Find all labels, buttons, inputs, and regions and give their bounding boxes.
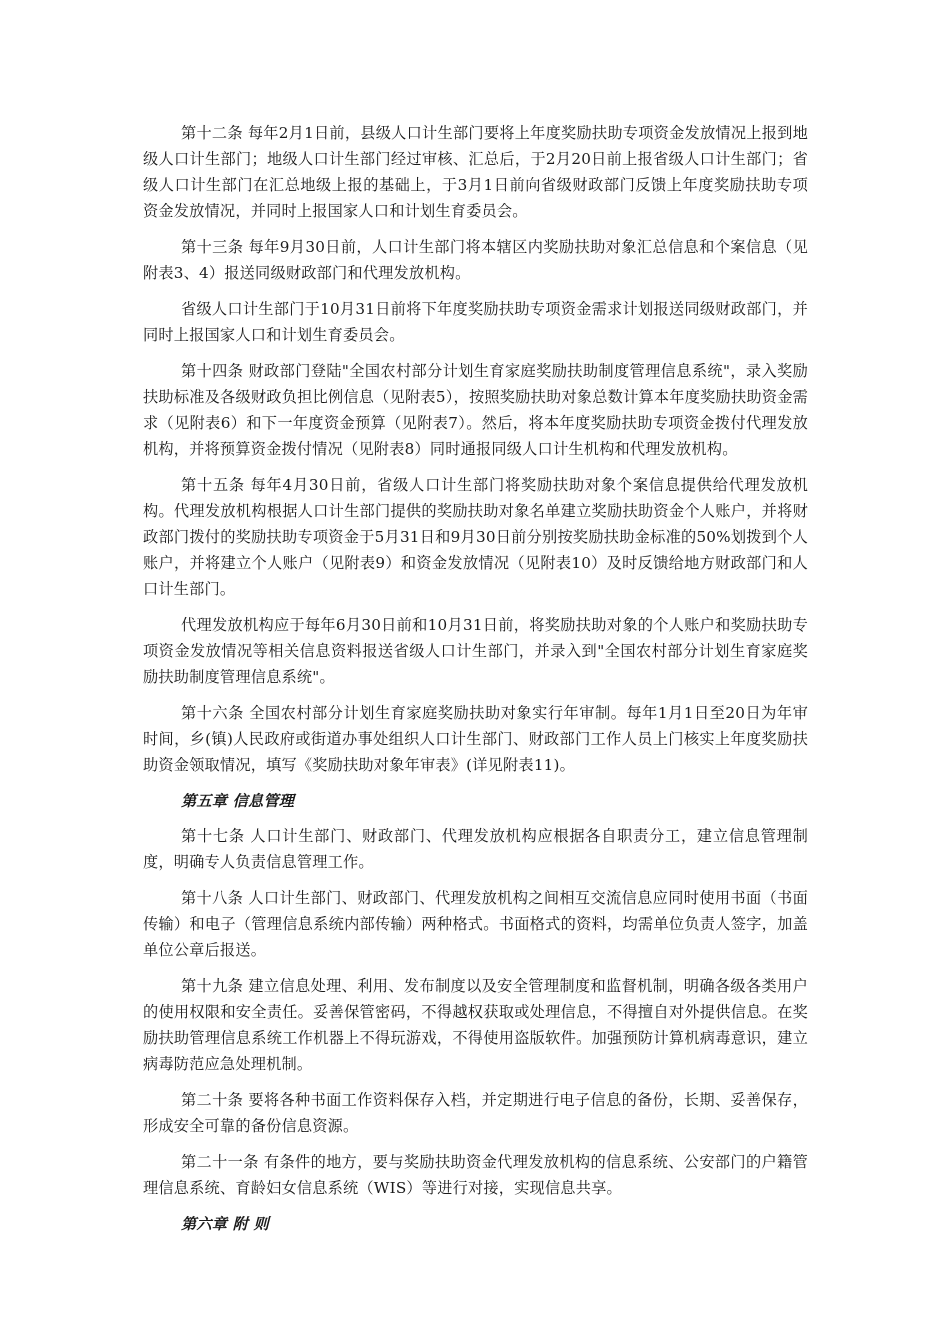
article-15-continuation-paragraph: 代理发放机构应于每年6月30日前和10月31日前，将奖励扶助对象的个人账户和奖励扶助专项资金发放情况等相关信息资料报送省级人口计生部门，并录入到"全国农村部分计划生育家庭奖励扶助制度管理信息系统"。 — [143, 616, 808, 686]
article-14-paragraph: 第十四条 财政部门登陆"全国农村部分计划生育家庭奖励扶助制度管理信息系统"，录入奖励扶助标准及各级财政负担比例信息（见附表5），按照奖励扶助对象总数计算本年度奖励扶助资金需求（见附表6）和下一年度资金预算（见附表7）。然后，将本年度奖励扶助专项资金拨付代理发放机构，并将预算资金拨付情况（见附表8）同时通报同级人口计生机构和代理发放机构。 — [143, 362, 808, 458]
chapter-5-heading: 第五章 信息管理 — [181, 792, 295, 810]
article-13-continuation-paragraph: 省级人口计生部门于10月31日前将下年度奖励扶助专项资金需求计划报送同级财政部门，并同时上报国家人口和计划生育委员会。 — [143, 300, 808, 344]
chapter-6-heading: 第六章 附 则 — [181, 1215, 269, 1233]
article-18-paragraph: 第十八条 人口计生部门、财政部门、代理发放机构之间相互交流信息应同时使用书面（书面传输）和电子（管理信息系统内部传输）两种格式。书面格式的资料，均需单位负责人签字，加盖单位公章后报送。 — [143, 889, 808, 959]
article-15-paragraph: 第十五条 每年4月30日前，省级人口计生部门将奖励扶助对象个案信息提供给代理发放机构。代理发放机构根据人口计生部门提供的奖励扶助对象名单建立奖励扶助资金个人账户，并将财政部门拨付的奖励扶助专项资金于5月31日和9月30日前分别按奖励扶助金标准的50%划拨到个人账户，并将建立个人账户（见附表9）和资金发放情况（见附表10）及时反馈给地方财政部门和人口计生部门。 — [143, 476, 808, 598]
article-20-paragraph: 第二十条 要将各种书面工作资料保存入档，并定期进行电子信息的备份，长期、妥善保存，形成安全可靠的备份信息资源。 — [143, 1091, 808, 1135]
article-16-paragraph: 第十六条 全国农村部分计划生育家庭奖励扶助对象实行年审制。每年1月1日至20日为年审时间，乡(镇)人民政府或街道办事处组织人口计生部门、财政部门工作人员上门核实上年度奖励扶助资金领取情况，填写《奖励扶助对象年审表》(详见附表11)。 — [143, 704, 808, 774]
article-12-paragraph: 第十二条 每年2月1日前，县级人口计生部门要将上年度奖励扶助专项资金发放情况上报到地级人口计生部门；地级人口计生部门经过审核、汇总后，于2月20日前上报省级人口计生部门；省级人口计生部门在汇总地级上报的基础上，于3月1日前向省级财政部门反馈上年度奖励扶助专项资金发放情况，并同时上报国家人口和计划生育委员会。 — [143, 124, 808, 220]
document-body — [143, 120, 808, 1246]
article-17-paragraph: 第十七条 人口计生部门、财政部门、代理发放机构应根据各自职责分工，建立信息管理制度，明确专人负责信息管理工作。 — [143, 827, 808, 871]
article-13-paragraph: 第十三条 每年9月30日前，人口计生部门将本辖区内奖励扶助对象汇总信息和个案信息（见附表3、4）报送同级财政部门和代理发放机构。 — [143, 238, 808, 282]
article-19-paragraph: 第十九条 建立信息处理、利用、发布制度以及安全管理制度和监督机制，明确各级各类用户的使用权限和安全责任。妥善保管密码，不得越权获取或处理信息，不得擅自对外提供信息。在奖励扶助管理信息系统工作机器上不得玩游戏，不得使用盗版软件。加强预防计算机病毒意识，建立病毒防范应急处理机制。 — [143, 977, 808, 1073]
article-21-paragraph: 第二十一条 有条件的地方，要与奖励扶助资金代理发放机构的信息系统、公安部门的户籍管理信息系统、育龄妇女信息系统（WIS）等进行对接，实现信息共享。 — [143, 1153, 808, 1197]
